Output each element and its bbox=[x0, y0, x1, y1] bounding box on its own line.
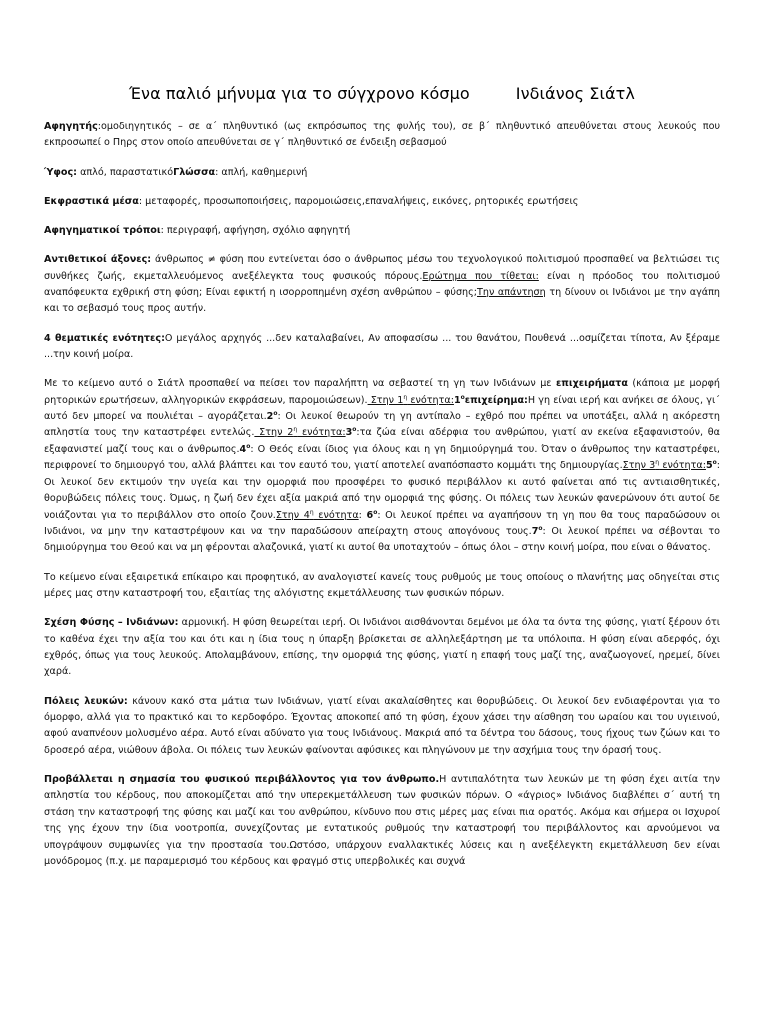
argument-3-num: 3 bbox=[345, 427, 353, 439]
text-nature-indians: αρμονική. Η φύση θεωρείται ιερή. Οι Ινδιάνοι αισθάνονται δεμένοι με όλα τα όντα της φύσης, γιατί ξέρουν ότι το καθένα έχει την αξία του και ότι και η ίδια τους η ύπαρξη βρίσκεται σε αλληλεξάρτηση με τα υπόλοιπα. Η φύση είναι αδερφός, όχι εχθρός, όπως για τους λευκούς. Απολαμβάνουν, επίσης, την ομορφιά της φύσης, γιατί η επαφή τους μαζί της, αναζωογονεί, ηρεμεί, δίνει χαρά. bbox=[44, 617, 720, 678]
text-arguments-intro: Με το κείμενο αυτό ο Σιάτλ προσπαθεί να πείσει τον παραλήπτη να σεβαστεί τη γη των Ινδιάνων με bbox=[44, 378, 556, 390]
argument-7-sup: ο bbox=[538, 524, 543, 532]
label-narrator: Αφηγητής bbox=[44, 121, 98, 132]
text-argument-6: : Οι λευκοί πρέπει να αγαπήσουν τη γη που θα τους παραδώσουν οι Ινδιάνοι, να μην την καταστρέψουν και να την παραδώσουν απείραχτη στους απογόνους τους. bbox=[44, 509, 720, 537]
unit-2-a: Στην 2 bbox=[254, 427, 294, 439]
argument-7-num: 7 bbox=[531, 525, 539, 537]
text-argument-5: : Οι λευκοί δεν εκτιμούν την υγεία και την ομορφιά που προσφέρει το φυσικό περιβάλλον κι αυτό φαίνεται από τις αντιαισθητικές, θορυβώδεις πόλεις τους. Όμως, η ζωή δεν έχει αξία μακριά από την ομορφιά της φύσης. Οι πόλεις των λευκών φανερώνουν ότι αυτοί δε νοιάζονται για το περιβάλλον στο οποίο ζουν. bbox=[44, 460, 720, 521]
argument-1-num: 1 bbox=[453, 394, 461, 406]
text-opposing-axes-3: τη δίνουν οι Ινδιάνοι με την αγάπη και το σεβασμό τους προς αυτήν. bbox=[44, 287, 720, 315]
bold-argument-2 bbox=[267, 411, 278, 422]
label-expressive-means: Εκφραστικά μέσα bbox=[44, 195, 139, 207]
argument-4-num: 4 bbox=[239, 443, 247, 455]
underline-unit-3 bbox=[623, 460, 706, 471]
label-environment-importance: Προβάλλεται η σημασία του φυσικού περιβάλλοντος για τον άνθρωπο. bbox=[44, 773, 440, 785]
label-style: Ύφος: bbox=[44, 166, 78, 178]
argument-5-sup: ο bbox=[712, 459, 717, 467]
text-timeliness: Το κείμενο είναι εξαιρετικά επίκαιρο και προφητικό, αν αναλογιστεί κανείς τους ρυθμούς με τους οποίους ο πλανήτης μας οδηγείται στις μέρες μας στην καταστροφή του, εξαιτίας της αλόγιστης εκμετάλλευσης των φυσικών πόρων. bbox=[44, 571, 720, 599]
unit-2-b: ενότητα: bbox=[297, 427, 346, 439]
unit-1-sup: η bbox=[403, 393, 408, 401]
bold-arguments: επιχειρήματα bbox=[555, 378, 628, 390]
label-thematic-units: 4 θεματικές ενότητες: bbox=[44, 332, 165, 344]
paragraph-narrator bbox=[44, 119, 720, 152]
text-narrator: :ομοδιηγητικός – σε α΄ πληθυντικό (ως εκπρόσωπος της φυλής του), σε β΄ πληθυντικό απευθύνεται στους λευκούς που εκπροσωπεί ο Πηρς στον οποίο απευθύνεται σε γ΄ πληθυντικό σε ένδειξη σεβασμού bbox=[44, 121, 720, 149]
unit-4-b: ενότητα bbox=[313, 509, 359, 521]
bold-argument-5 bbox=[706, 460, 717, 471]
argument-2-sup: ο bbox=[273, 409, 278, 417]
unit-3-sup: η bbox=[655, 459, 660, 467]
bold-argument-6 bbox=[367, 510, 378, 521]
paragraph-style-language bbox=[44, 165, 720, 181]
underline-unit-2 bbox=[254, 427, 345, 438]
unit-4-sup: η bbox=[309, 508, 314, 516]
argument-5-num: 5 bbox=[705, 460, 713, 472]
paragraph-timeliness bbox=[44, 570, 720, 603]
text-argument-2: : Οι λευκοί θεωρούν τη γη αντίπαλο – εχθρό που πρέπει να υποτάξει, αλλά η ακόρεστη απληστία τους την καταστρέφει εντελώς. bbox=[44, 411, 720, 439]
text-arguments-forms: (κάποια με μορφή ρητορικών ερωτήσεων, αλληγορικών εκφράσεων, παρομοιώσεων). bbox=[44, 378, 720, 406]
paragraph-narrative-modes bbox=[44, 223, 720, 239]
document-title-line bbox=[44, 84, 720, 103]
argument-6-sup: ο bbox=[373, 508, 378, 516]
bold-argument-7 bbox=[532, 526, 543, 537]
argument-3-sup: ο bbox=[352, 426, 357, 434]
text-opposing-axes-2: είναι η πρόοδος του πολιτισμού αναπόφευκτα εχθρική στη φύση; Είναι εφικτή η ισορροπημένη σχέση ανθρώπου – φύσης; bbox=[44, 270, 720, 299]
argument-4-sup: ο bbox=[246, 442, 251, 450]
unit-4-a: Στην 4 bbox=[275, 509, 310, 521]
text-opposing-axes-1: άνθρωπος ≠ φύση που εντείνεται όσο ο άνθρωπος μέσω του τεχνολογικού πολιτισμού προσπαθεί να βελτιώσει τις συνθήκες ζωής, εκμεταλλευόμενος ανεξέλεγκτα τους φυσικούς πόρους. bbox=[44, 254, 720, 282]
underline-unit-4 bbox=[276, 510, 359, 521]
paragraph-white-cities bbox=[44, 694, 720, 760]
unit-2-sup: η bbox=[293, 426, 298, 434]
label-white-cities: Πόλεις λευκών: bbox=[44, 695, 128, 707]
text-expressive-means: : μεταφορές, προσωποποιήσεις, παρομοιώσεις,επαναλήψεις, εικόνες, ρητορικές ερωτήσεις bbox=[138, 195, 579, 207]
label-language: Γλώσσα bbox=[173, 166, 216, 178]
paragraph-thematic-units bbox=[44, 331, 720, 364]
label-narrative-modes: Αφηγηματικοί τρόποι bbox=[44, 225, 161, 237]
unit-1-a: Στην 1 bbox=[367, 394, 404, 406]
unit-3-a: Στην 3 bbox=[622, 460, 656, 472]
text-argument-3: :τα ζώα είναι αδέρφια του ανθρώπου, γιατί αν εκείνα εξαφανιστούν, θα εξαφανιστεί μαζί τους και ο άνθρωπος. bbox=[44, 427, 720, 455]
document-title: Ένα παλιό μήνυμα για το σύγχρονο κόσμο bbox=[129, 84, 470, 103]
argument-6-num: 6 bbox=[366, 509, 374, 521]
paragraph-environment-importance bbox=[44, 772, 720, 870]
unit-3-b: ενότητα: bbox=[659, 460, 706, 472]
underline-unit-1 bbox=[368, 395, 454, 406]
argument-1-sup: ο bbox=[460, 393, 465, 401]
text-thematic-units: Ο μεγάλος αρχηγός ...δεν καταλαβαίνει, Αν αποφασίσω ... του θανάτου, Πουθενά ...οσμίζεται τίποτα, Αν ξέραμε ...την κοινή μοίρα. bbox=[44, 332, 721, 361]
paragraph-expressive-means bbox=[44, 194, 720, 210]
text-argument-1: Η γη είναι ιερή και ανήκει σε όλους, γι΄ αυτό δεν μπορεί να πουλιέται – αγοράζεται. bbox=[44, 394, 720, 423]
text-argument-7: : Οι λευκοί πρέπει να σέβονται το δημιούργημα του Θεού και να μη φέρονται αλαζονικά, γιατί κι αυτοί θα υποταχτούν – όπως όλοι – στην κοινή μοίρα, που είναι ο θάνατος. bbox=[44, 525, 720, 554]
document-page bbox=[44, 84, 720, 883]
unit-1-b: ενότητα: bbox=[407, 394, 454, 406]
text-narrative-modes: : περιγραφή, αφήγηση, σχόλιο αφηγητή bbox=[160, 225, 351, 237]
text-white-cities: κάνουν κακό στα μάτια των Ινδιάνων, γιατί είναι ακαλαίσθητες και θορυβώδεις. Οι λευκοί δεν ενδιαφέρονται για το όμορφο, αλλά για το πρακτικό και το κερδοφόρο. Έχοντας αποκοπεί από τη φύση, έχουν χάσει την αίσθηση του ωραίου και του υγιεινού, αφού αναπνέουν μολυσμένο αέρα. Αυτό είναι αδύνατο για τους Ινδιάνους. Μακριά από τα δέντρα του δάσους, τους ήχους των ζώων και το δροσερό αέρα, νιώθουν άβολα. Οι πόλεις των λευκών φαίνονται αφύσικες και πληγώνουν με την ασχήμια τους την όρασή τους. bbox=[44, 695, 720, 756]
bold-argument-3 bbox=[346, 427, 357, 438]
bold-argument-1 bbox=[454, 395, 528, 406]
underline-question: Ερώτημα που τίθεται: bbox=[422, 270, 539, 282]
text-unit-4-colon: : bbox=[358, 509, 367, 521]
paragraph-nature-indians bbox=[44, 615, 720, 681]
text-argument-4: : Ο Θεός είναι ίδιος για όλους και η γη δημιούργημά του. Όταν ο άνθρωπος την καταστρέφει, περιφρονεί το δημιουργό του, αλλά βλάπτει και τον εαυτό του, γιατί αποτελεί αναπόσπαστο κομμάτι της δημιουργίας. bbox=[44, 443, 720, 472]
text-style: απλό, παραστατικό bbox=[77, 166, 174, 178]
text-environment-importance: Η αντιπαλότητα των λευκών με τη φύση έχει αιτία την απληστία του κέρδους, που αποκομίζεται από την υπερεκμετάλλευση των φυσικών πόρων. Ο «άγριος» Ινδιάνος διαβλέπει σ΄ αυτή τη στάση την καταστροφή της φύσης και μαζί και του ανθρώπου, κίνδυνο που στις μέρες μας είναι πια ορατός. Ακόμα και σήμερα οι Ισχυροί της γης έχουν την ίδια νοοτροπία, συνεχίζοντας με εντατικούς ρυθμούς την καταστροφή του περιβάλλοντος και αρνούμενοι να υπογράψουν συμφωνίες για την προστασία του.Ωστόσο, υπάρχουν εναλλακτικές λύσεις και η ανεξέλεγκτη εκμετάλλευση δεν είναι μονόδρομος (π.χ. με παραμερισμό του κέρδους και φραγμό στις υπερβολικές και συχνά bbox=[44, 773, 720, 867]
text-language: : απλή, καθημερινή bbox=[215, 166, 308, 178]
label-nature-indians: Σχέση Φύσης – Ινδιάνων: bbox=[44, 617, 179, 629]
argument-2-num: 2 bbox=[266, 411, 274, 423]
paragraph-opposing-axes bbox=[44, 252, 720, 318]
underline-answer: Την απάντηση bbox=[477, 287, 546, 299]
label-opposing-axes: Αντιθετικοί άξονες: bbox=[44, 254, 152, 266]
bold-argument-4 bbox=[240, 444, 251, 455]
argument-1-label: επιχείρημα: bbox=[464, 394, 528, 406]
paragraph-arguments bbox=[44, 376, 720, 556]
document-author: Ινδιάνος Σιάτλ bbox=[515, 84, 635, 103]
